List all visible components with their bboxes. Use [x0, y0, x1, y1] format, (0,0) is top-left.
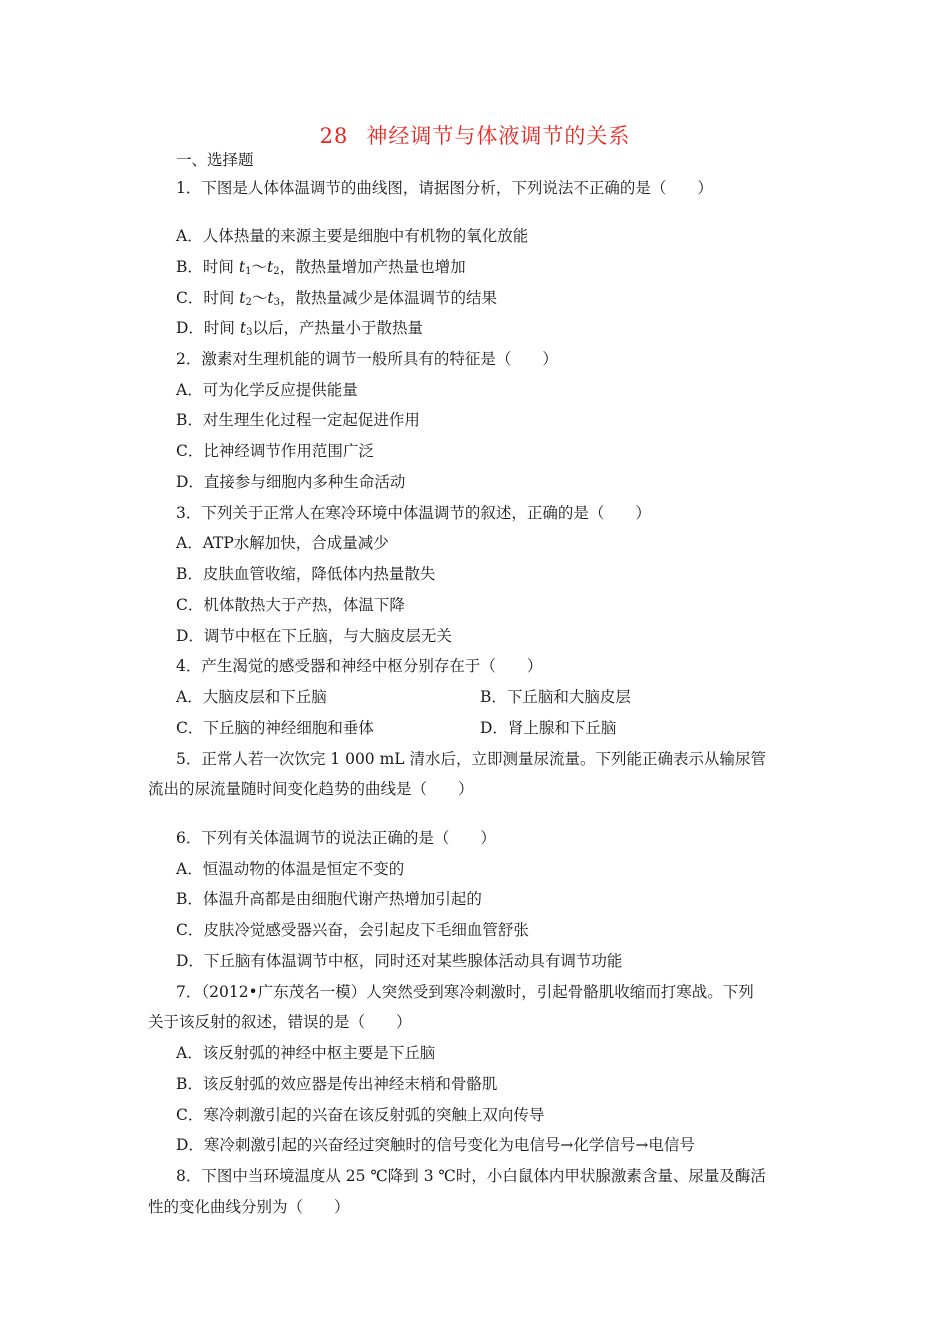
q7-option-a: A．该反射弧的神经中枢主要是下丘脑: [176, 1044, 436, 1062]
q4-option-d: D．肾上腺和下丘脑: [480, 719, 617, 737]
q8-stem-line2: 性的变化曲线分别为（ ）: [148, 1198, 350, 1216]
q6-option-a: A．恒温动物的体温是恒定不变的: [176, 860, 405, 878]
q3-option-c: C．机体散热大于产热，体温下降: [176, 596, 405, 614]
q4-stem: 4．产生渴觉的感受器和神经中枢分别存在于（ ）: [176, 657, 543, 675]
q2-option-b: B．对生理生化过程一定起促进作用: [176, 411, 420, 429]
q4-option-a: A．大脑皮层和下丘脑: [176, 688, 327, 706]
q1-option-c: C．时间 $t_2\sim t_3$，散热量减少是体温调节的结果: [176, 289, 498, 308]
q1-option-b: B．时间 $t_1\sim t_2$，散热量增加产热量也增加: [176, 258, 466, 277]
q5-stem-line1: 5．正常人若一次饮完 1 000 mL 清水后，立即测量尿流量。下列能正确表示从输尿管: [176, 750, 767, 768]
page-title: [0, 120, 950, 150]
q7-option-b: B．该反射弧的效应器是传出神经末梢和骨骼肌: [176, 1075, 498, 1093]
lesson-number: 28: [319, 124, 349, 148]
q4-option-c: C．下丘脑的神经细胞和垂体: [176, 719, 374, 737]
q3-option-a: A．ATP水解加快，合成量减少: [176, 534, 389, 552]
q4-option-b: B．下丘脑和大脑皮层: [480, 688, 631, 706]
q1-stem: 1．下图是人体体温调节的曲线图，请据图分析，下列说法不正确的是（ ）: [176, 179, 713, 197]
q6-option-b: B．体温升高都是由细胞代谢产热增加引起的: [176, 890, 482, 908]
q2-option-d: D．直接参与细胞内多种生命活动: [176, 473, 406, 491]
q5-stem-line2: 流出的尿流量随时间变化趋势的曲线是（ ）: [148, 780, 474, 798]
q3-option-d: D．调节中枢在下丘脑，与大脑皮层无关: [176, 627, 452, 645]
lesson-title: 神经调节与体液调节的关系: [366, 124, 631, 148]
q2-option-a: A．可为化学反应提供能量: [176, 381, 358, 399]
q8-stem-line1: 8．下图中当环境温度从 25 ℃降到 3 ℃时，小白鼠体内甲状腺激素含量、尿量及酶活: [176, 1167, 766, 1185]
q6-option-c: C．皮肤冷觉感受器兴奋，会引起皮下毛细血管舒张: [176, 921, 529, 939]
section-heading: 一、选择题: [176, 151, 254, 169]
q2-stem: 2．激素对生理机能的调节一般所具有的特征是（ ）: [176, 350, 558, 368]
q6-stem: 6．下列有关体温调节的说法正确的是（ ）: [176, 829, 496, 847]
q7-stem-line1: 7．（2012•广东茂名一模）人突然受到寒冷刺激时，引起骨骼肌收缩而打寒战。下列: [176, 983, 754, 1001]
q3-option-b: B．皮肤血管收缩，降低体内热量散失: [176, 565, 436, 583]
q6-option-d: D．下丘脑有体温调节中枢，同时还对某些腺体活动具有调节功能: [176, 952, 623, 970]
q1-option-d: D．时间 $t_3$以后，产热量小于散热量: [176, 319, 423, 338]
q2-option-c: C．比神经调节作用范围广泛: [176, 442, 374, 460]
q7-stem-line2: 关于该反射的叙述，错误的是（ ）: [148, 1013, 412, 1031]
q3-stem: 3．下列关于正常人在寒冷环境中体温调节的叙述，正确的是（ ）: [176, 504, 651, 522]
q1-option-a: A．人体热量的来源主要是细胞中有机物的氧化放能: [176, 227, 529, 245]
q7-option-c: C．寒冷刺激引起的兴奋在该反射弧的突触上双向传导: [176, 1106, 545, 1124]
q7-option-d: D．寒冷刺激引起的兴奋经过突触时的信号变化为电信号→化学信号→电信号: [176, 1136, 695, 1154]
